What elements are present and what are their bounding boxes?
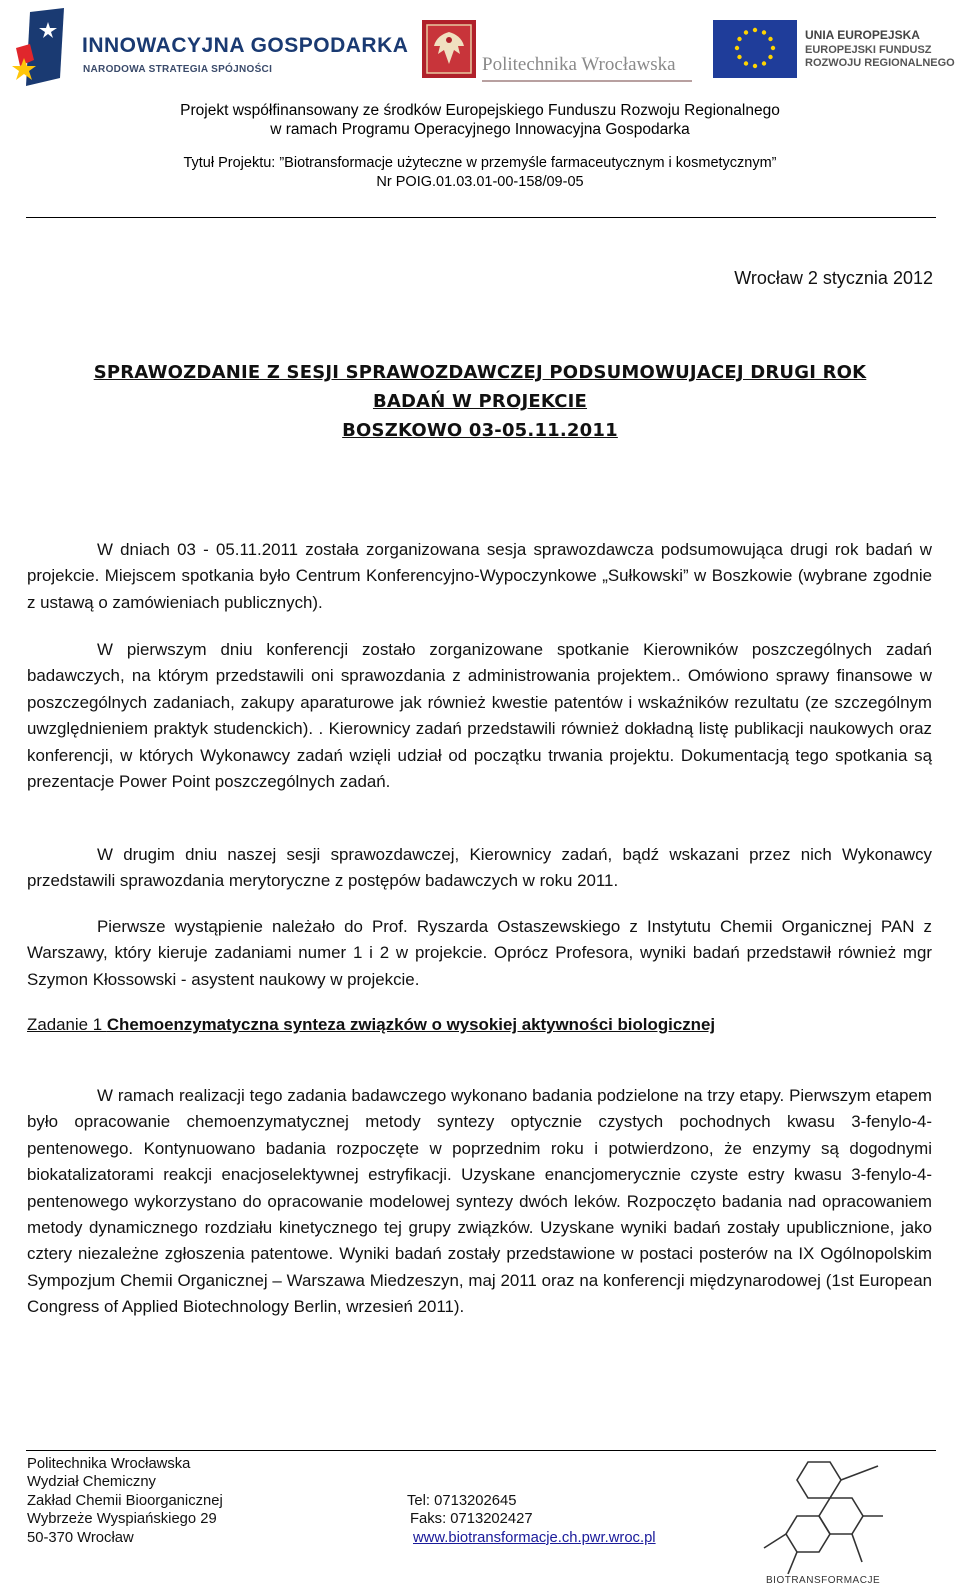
header-logos bbox=[10, 6, 955, 96]
footer-address-line: Zakład Chemii Bioorganicznej bbox=[27, 1492, 223, 1509]
ig-logo-name: INNOWACYJNA GOSPODARKA bbox=[82, 34, 409, 57]
paragraph-5: W ramach realizacji tego zadania badawczego wykonano badania podzielone na trzy etapy. Pierwszym etapem było opracowanie chemoenzymatycznej metody syntezy optycznie czystych pochodnych kwasu 3-fenylo-4-pentenowego. Kontynuowano badania rozpoczęte w poprzednim roku i potwierdzono, że enzymy są dogodnymi biokatalizatorami reakcji enacjoselektywnej estryfikacji. Uzyskane enancjomerycznie czyste estry kwasu 3-fenylo-4-pentenowego wykorzystano do opracowanie modelowej syntezy dwóch leków. Rozpoczęto badania nad opracowaniem metody dynamicznego rozdziału kinetycznego tej grupy związków. Uzyskane wyniki badań zostały upublicznione, jako cztery niezależne zgłoszenia patentowe. Wyniki badań zostały przedstawione w postaci posterów na IX Ogólnopolskim Sympozjum Chemii Organicznej – Warszawa Miedzeszyn, maj 2011 oraz na konferencji międzynarodowej (1st European Congress of Applied Biotechnology Berlin, wrzesień 2011). bbox=[27, 1086, 932, 1317]
footer-fax: Faks: 0713202427 bbox=[410, 1511, 533, 1528]
report-title-line-2: BADAŃ W PROJEKCIE bbox=[372, 391, 588, 412]
cofinance-line-2: w ramach Programu Operacyjnego Innowacyjna Gospodarka bbox=[270, 121, 690, 138]
paragraph-3: W drugim dniu naszej sesji sprawozdawczej, Kierownicy zadań, bądź wskazani przez nich Wykonawcy przedstawili sprawozdania merytoryczne z postępów badawczych w roku 2011. bbox=[27, 845, 932, 891]
project-number: Nr POIG.01.03.01-00-158/09-05 bbox=[376, 174, 584, 190]
eu-logo bbox=[713, 20, 958, 90]
ig-logo-subtitle: NARODOWA STRATEGIA SPÓJNOŚCI bbox=[83, 64, 273, 75]
pwr-shield-icon bbox=[422, 20, 476, 78]
cofinance-line-1: Projekt współfinansowany ze środków Europejskiego Funduszu Rozwoju Regionalnego bbox=[180, 102, 780, 119]
task-name: Chemoenzymatyczna synteza związków o wysokiej aktywności biologicznej bbox=[106, 1015, 716, 1034]
eu-logo-line1: UNIA EUROPEJSKA bbox=[805, 28, 920, 42]
pwr-logo-underline bbox=[482, 80, 692, 82]
footer-tel: Tel: 0713202645 bbox=[407, 1493, 517, 1509]
footer-address-line: Wydział Chemiczny bbox=[27, 1474, 156, 1491]
project-title: Tytuł Projektu: ”Biotransformacje użyteczne w przemyśle farmaceutycznym i kosmetycznym” bbox=[183, 155, 777, 171]
footer-address-line: Wybrzeże Wyspiańskiego 29 bbox=[27, 1511, 217, 1528]
report-title-line-3: BOSZKOWO 03-05.11.2011 bbox=[342, 420, 618, 441]
eu-flag-icon bbox=[713, 20, 797, 78]
footer-address-line: 50-370 Wrocław bbox=[27, 1529, 134, 1546]
paragraph-2: W pierwszym dniu konferencji zostało zorganizowane spotkanie Kierowników poszczególnych zadań badawczych, na którym przedstawili oni sprawozdania z administrowania projektem.. Omówiono sprawy finansowe w poszczególnych zadaniach, zakupy aparaturowe jak również kwestie patentów i wskaźników rezultatu (ze szczególnym uwzględnieniem praktyk studenckich). . Kierownicy zadań przedstawili również dokładną listę publikacji naukowych oraz konferencji, w których Wykonawcy zadań wzięli udział od początku trwania projektu. Dokumentacją tego spotkania są prezentacje Power Point poszczególnych zadań. bbox=[27, 640, 932, 792]
paragraph-1: W dniach 03 - 05.11.2011 została zorganizowana sesja sprawozdawcza podsumowująca drugi rok badań w projekcie. Miejscem spotkania było Centrum Konferencyjno-Wypoczynkowe „Sułkowski” w Boszkowie (wybrane zgodnie z ustawą o zamówieniach publicznych). bbox=[27, 540, 932, 612]
document-date: Wrocław 2 stycznia 2012 bbox=[734, 268, 933, 288]
task-label: Zadanie 1 bbox=[27, 1015, 107, 1034]
eu-logo-line3: ROZWOJU REGIONALNEGO bbox=[805, 57, 955, 69]
footer-address-line: Politechnika Wrocławska bbox=[27, 1456, 191, 1472]
footer-website-link[interactable]: www.biotransformacje.ch.pwr.wroc.pl bbox=[413, 1529, 656, 1546]
politechnika-logo bbox=[422, 20, 702, 90]
innowacyjna-gospodarka-logo bbox=[10, 8, 410, 98]
pwr-logo-name: Politechnika Wrocławska bbox=[482, 54, 676, 75]
footer-contact bbox=[407, 1492, 656, 1547]
report-title-line-1: SPRAWOZDANIE Z SESJI SPRAWOZDAWCZEJ PODSUMOWUJACEJ DRUGI ROK bbox=[93, 362, 867, 383]
biotransformacje-molecule-icon bbox=[758, 1458, 888, 1586]
biotransformacje-logo-label: BIOTRANSFORMACJE bbox=[766, 1575, 881, 1586]
eu-logo-line2: EUROPEJSKI FUNDUSZ bbox=[805, 44, 932, 56]
paragraph-4: Pierwsze wystąpienie należało do Prof. Ryszarda Ostaszewskiego z Instytutu Chemii Organicznej PAN z Warszawy, który kieruje zadaniami numer 1 i 2 w projekcie. Oprócz Profesora, wyniki badań przedstawił również mgr Szymon Kłossowski - asystent naukowy w projekcie. bbox=[27, 917, 932, 989]
header-divider bbox=[26, 217, 936, 218]
footer-address bbox=[27, 1455, 223, 1547]
footer-divider bbox=[26, 1450, 936, 1451]
ig-flag-icon bbox=[10, 8, 72, 94]
task-heading bbox=[27, 1015, 715, 1035]
